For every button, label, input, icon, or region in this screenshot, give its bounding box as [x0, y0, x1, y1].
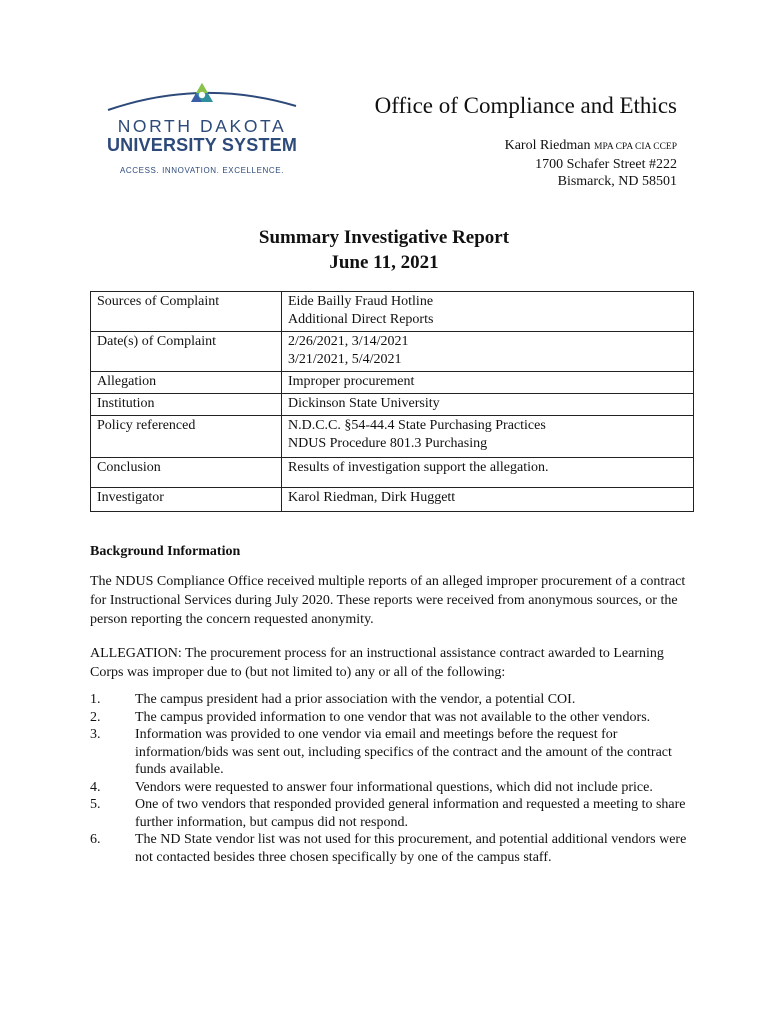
ndus-logo	[104, 80, 300, 180]
list-item	[90, 691, 690, 709]
report-date: June 11, 2021	[329, 252, 439, 273]
row-label: Policy referenced	[91, 416, 282, 458]
row-label: Allegation	[91, 372, 282, 394]
contact-city: Bismarck, ND 58501	[557, 174, 677, 189]
contact-credentials: MPA CPA CIA CCEP	[594, 142, 677, 152]
contact-address	[505, 137, 677, 190]
value-line: 2/26/2021, 3/14/2021	[288, 334, 409, 349]
report-title: Summary Investigative Report	[258, 227, 510, 248]
table-row	[91, 394, 694, 416]
row-value	[282, 416, 694, 458]
row-label: Sources of Complaint	[91, 292, 282, 332]
list-number: 1.	[90, 692, 101, 707]
table-row	[91, 372, 694, 394]
summary-table	[90, 291, 694, 512]
table-row	[91, 458, 694, 488]
list-item	[90, 709, 690, 727]
value-line: Additional Direct Reports	[288, 312, 434, 327]
value-line: N.D.C.C. §54-44.4 State Purchasing Practices	[288, 418, 546, 433]
row-label: Date(s) of Complaint	[91, 332, 282, 372]
list-text: Information was provided to one vendor via email and meetings before the request for information/bids was sent out, including specifics of the contract and the amount of the contract funds available.	[135, 727, 672, 777]
background-paragraph: The NDUS Compliance Office received multiple reports of an alleged improper procurement of a contract for Instructional Services during July 2020. These reports were received from anonymous sources, or the person reporting the concern requested anonymity.	[90, 574, 686, 627]
row-label: Institution	[91, 394, 282, 416]
list-item	[90, 831, 690, 866]
list-number: 4.	[90, 779, 101, 795]
list-text: One of two vendors that responded provided general information and requested a meeting to share further information, but campus did not respond.	[135, 797, 686, 830]
list-item	[90, 796, 690, 831]
row-value: Karol Riedman, Dirk Huggett	[282, 488, 694, 512]
table-row	[91, 292, 694, 332]
allegation-list	[90, 691, 690, 866]
row-value: Improper procurement	[282, 372, 694, 394]
logo-line-university-system: UNIVERSITY SYSTEM	[106, 135, 298, 155]
table-row	[91, 488, 694, 512]
row-value: Dickinson State University	[282, 394, 694, 416]
row-value	[282, 292, 694, 332]
list-number: 3.	[90, 727, 101, 742]
value-line: 3/21/2021, 5/4/2021	[288, 352, 402, 367]
contact-street: 1700 Schafer Street #222	[535, 157, 677, 172]
list-text: The campus president had a prior association with the vendor, a potential COI.	[135, 692, 576, 707]
section-heading-background: Background Information	[90, 544, 241, 559]
table-row	[91, 332, 694, 372]
office-title: Office of Compliance and Ethics	[374, 93, 677, 118]
allegation-paragraph: ALLEGATION: The procurement process for an instructional assistance contract awarded to Learning Corps was improper due to (but not limited to) any or all of the following:	[90, 646, 664, 680]
value-line: NDUS Procedure 801.3 Purchasing	[288, 436, 488, 451]
list-text: The ND State vendor list was not used for this procurement, and potential additional vendors were not contacted besides three chosen specifically by one of the campus staff.	[135, 832, 687, 865]
list-number: 6.	[90, 832, 101, 847]
logo-tagline: ACCESS. INNOVATION. EXCELLENCE.	[119, 166, 285, 175]
list-item	[90, 726, 690, 779]
contact-name-line	[505, 137, 677, 156]
value-line: Eide Bailly Fraud Hotline	[288, 294, 434, 309]
list-item	[90, 779, 690, 797]
report-title-block	[0, 225, 768, 275]
table-row	[91, 416, 694, 458]
list-text: The campus provided information to one vendor that was not available to the other vendors.	[135, 709, 651, 725]
row-value: Results of investigation support the allegation.	[282, 458, 694, 488]
list-text: Vendors were requested to answer four informational questions, which did not include price.	[135, 779, 653, 795]
row-label: Conclusion	[91, 458, 282, 488]
list-number: 5.	[90, 797, 101, 812]
row-label: Investigator	[91, 488, 282, 512]
list-number: 2.	[90, 709, 101, 725]
row-value	[282, 332, 694, 372]
logo-line-north-dakota: NORTH DAKOTA	[117, 116, 287, 136]
ndus-leaf-triangle-icon	[104, 80, 300, 116]
contact-name: Karol Riedman	[504, 138, 591, 153]
